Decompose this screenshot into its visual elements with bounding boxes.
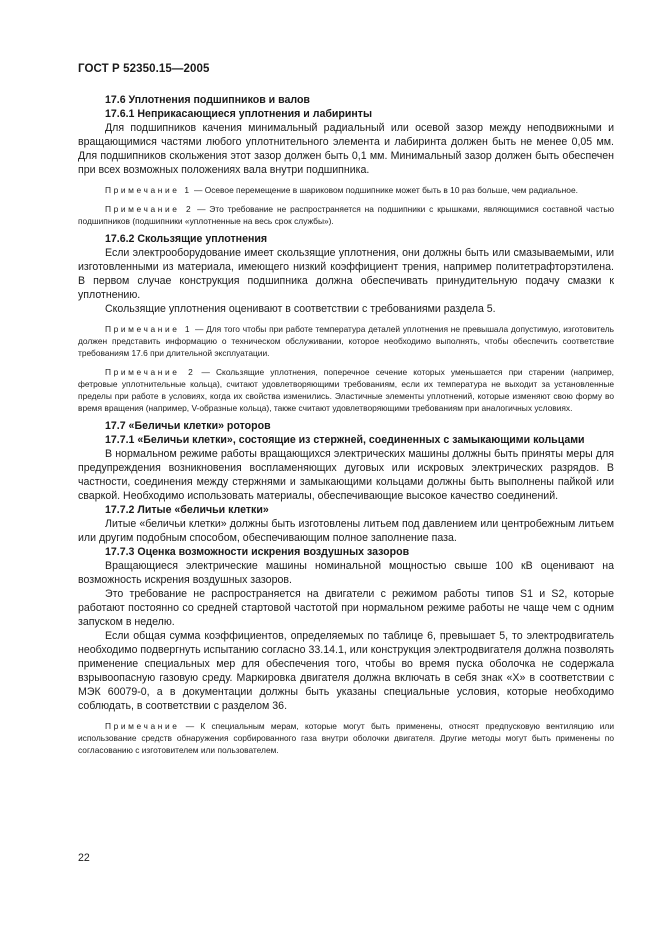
section-17-6-2-paragraph-2: Скользящие уплотнения оценивают в соответствии с требованиями раздела 5. <box>105 303 496 315</box>
note-17-6-1-2 <box>78 203 614 227</box>
page-content <box>78 93 614 756</box>
note-label: Примечание 2 <box>105 367 196 377</box>
section-17-7-1-title: 17.7.1 «Беличьи клетки», состоящие из стержней, соединенных с замыкающими кольцами <box>105 434 585 446</box>
note-text: — Осевое перемещение в шариковом подшипнике может быть в 10 раз больше, чем радиальное. <box>191 185 578 195</box>
note-label: Примечание <box>105 721 180 731</box>
note-17-7-3 <box>78 720 614 756</box>
section-17-7-3-paragraph-2: Это требование не распространяется на двигатели с режимом работы типов S1 и S2, которые работают постоянно со средней стартовой частотой при нормальном режиме работы не чаще чем с одним запуском в неделю. <box>78 588 614 628</box>
section-17-7-3-paragraph-1: Вращающиеся электрические машины номинальной мощностью свыше 100 кВ оценивают на возможность искрения воздушных зазоров. <box>78 560 614 586</box>
note-text: — Для того чтобы при работе температура деталей уплотнения не превышала допустимую, изготовитель должен представить информацию о техническом обслуживании, которое необходимо выполнять, чтобы обеспечить соответствие требованиям 17.6 при длительной эксплуатации. <box>78 324 614 358</box>
section-17-6-2-title: 17.6.2 Скользящие уплотнения <box>105 233 268 245</box>
note-text: — Это требование не распространяется на подшипники с крышками, являющимися составной частью подшипников (подшипники «уплотненные на весь срок службы»). <box>78 204 614 226</box>
note-text: — Скользящие уплотнения, поперечное сечение которых уменьшается при старении (например, фетровые уплотнительные кольца), считают удовлетворяющими требованиям, если их температура не выходит за установленные пределы при работе в условиях, когда их свойства изменились. Эластичные элементы уплотнений, которые изменяют свою форму во время вращения (например, V-образные кольца), также считают удовлетворяющими требованиям при аналогичных условиях. <box>78 367 614 413</box>
document-code: ГОСТ Р 52350.15—2005 <box>78 63 210 75</box>
section-17-6-1-title: 17.6.1 Неприкасающиеся уплотнения и лабиринты <box>105 108 373 120</box>
note-17-6-2-1 <box>78 323 614 359</box>
note-label: Примечание 2 <box>105 204 194 214</box>
section-17-6-1-paragraph: Для подшипников качения минимальный радиальный или осевой зазор между неподвижными и вращающимися частями любого уплотнительного элемента и лабиринта должен быть не менее 0,05 мм. Для подшипников скольжения этот зазор должен быть 0,1 мм. Минимальный зазор должен быть обеспечен при всех возможных положениях вала внутри подшипника. <box>78 122 614 176</box>
note-label: Примечание 1 <box>105 324 193 334</box>
section-17-7-2-title: 17.7.2 Литые «беличьи клетки» <box>105 504 269 516</box>
note-17-6-2-2 <box>78 366 614 414</box>
note-17-6-1-1 <box>78 184 614 196</box>
section-17-7-3-paragraph-3: Если общая сумма коэффициентов, определяемых по таблице 6, превышает 5, то электродвигатель необходимо подвергнуть испытанию согласно 33.14.1, или конструкция электродвигателя должна позволять применение специальных мер для обеспечения того, чтобы во время пуска оболочка не содержала взрывоопасную газовую среду. Маркировка двигателя должна включать в себя знак «Х» в соответствии с МЭК 60079-0, а в документации должны быть указаны специальные условия, которые необходимо соблюдать, в соответствии с разделом 36. <box>78 630 614 712</box>
note-label: Примечание 1 <box>105 185 192 195</box>
section-17-6-title: 17.6 Уплотнения подшипников и валов <box>105 94 310 106</box>
section-17-7-1-paragraph: В нормальном режиме работы вращающихся электрических машины должны быть приняты меры для предупреждения возникновения воспламеняющих дуговых или искровых электрических разрядов. В частности, соединения между стержнями и замыкающими кольцами должны быть выполнены пайкой или сваркой. Необходимо использовать материалы, обеспечивающие высокое качество соединений. <box>78 448 614 502</box>
page-number: 22 <box>78 852 90 864</box>
section-17-7-2-paragraph: Литые «беличьи клетки» должны быть изготовлены литьем под давлением или центробежным литьем или другим подобным способом, обеспечивающим полное заполнение паза. <box>78 518 614 544</box>
section-17-7-3-title: 17.7.3 Оценка возможности искрения воздушных зазоров <box>105 546 410 558</box>
section-17-6-2-paragraph-1: Если электрооборудование имеет скользящие уплотнения, они должны быть или смазываемыми, или изготовленными из материала, имеющего низкий коэффициент трения, например политетрафторэтилена. В первом случае конструкция подшипника должна обеспечивать принудительную подачу смазки к уплотнению. <box>78 247 614 301</box>
section-17-7-title: 17.7 «Беличьи клетки» роторов <box>105 420 271 432</box>
note-text: — К специальным мерам, которые могут быть применены, относят предпусковую вентиляцию или использование средств обнаружения сорбированного газа внутри оболочки двигателя. Другие методы могут быть применены по согласованию с изготовителем или пользователем. <box>78 721 614 755</box>
